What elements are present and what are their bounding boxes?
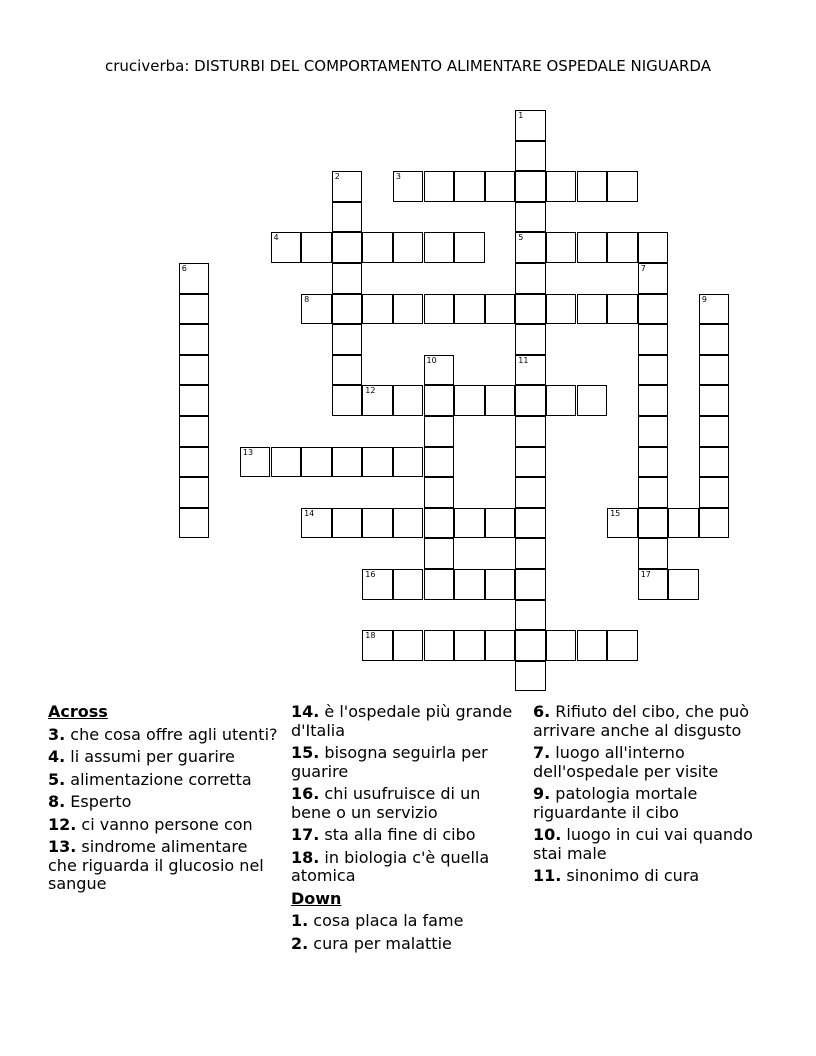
grid-cell[interactable] bbox=[332, 294, 363, 325]
grid-cell[interactable] bbox=[607, 232, 638, 263]
grid-cell[interactable] bbox=[424, 569, 455, 600]
grid-cell[interactable] bbox=[546, 232, 577, 263]
grid-cell[interactable] bbox=[699, 324, 730, 355]
grid-cell[interactable] bbox=[393, 171, 424, 202]
clue-item-text: bisogna seguirla per guarire bbox=[291, 743, 488, 781]
clues-column-3 bbox=[533, 703, 773, 890]
grid-cell[interactable] bbox=[362, 385, 393, 416]
grid-cell[interactable] bbox=[393, 508, 424, 539]
clues-column-1 bbox=[48, 703, 280, 898]
clue-item-number: 9. bbox=[533, 784, 551, 803]
clue-item-number: 6. bbox=[533, 702, 551, 721]
grid-cell[interactable] bbox=[332, 171, 363, 202]
clue-item bbox=[291, 703, 523, 740]
clue-item-number: 3. bbox=[48, 724, 66, 744]
grid-cell[interactable] bbox=[485, 508, 516, 539]
clue-item-number: 7. bbox=[533, 743, 551, 762]
clue-item-number: 4. bbox=[48, 747, 66, 766]
grid-cell[interactable] bbox=[546, 630, 577, 661]
grid-cell[interactable] bbox=[577, 232, 608, 263]
clue-item bbox=[48, 726, 280, 745]
grid-cell[interactable] bbox=[332, 263, 363, 294]
grid-cell[interactable] bbox=[271, 232, 302, 263]
grid-cell[interactable] bbox=[454, 385, 485, 416]
clue-item-text: Rifiuto del cibo, che può arrivare anche al disgusto bbox=[533, 702, 750, 740]
grid-cell[interactable] bbox=[515, 385, 546, 416]
grid-cell[interactable] bbox=[546, 171, 577, 202]
grid-cell[interactable] bbox=[424, 477, 455, 508]
clue-item-number: 18. bbox=[291, 847, 320, 867]
grid-cell[interactable] bbox=[515, 171, 546, 202]
clue-item bbox=[291, 744, 523, 781]
grid-cell[interactable] bbox=[668, 569, 699, 600]
clue-number: 2 bbox=[334, 172, 340, 182]
grid-cell[interactable] bbox=[332, 324, 363, 355]
clue-item-text: è l'ospedale più grande d'Italia bbox=[291, 702, 513, 740]
grid-cell[interactable] bbox=[179, 263, 210, 294]
clue-item bbox=[291, 826, 523, 845]
grid-cell[interactable] bbox=[393, 385, 424, 416]
grid-cell[interactable] bbox=[638, 569, 669, 600]
clue-item bbox=[48, 771, 280, 790]
grid-cell[interactable] bbox=[638, 232, 669, 263]
grid-cell[interactable] bbox=[424, 630, 455, 661]
grid-cell[interactable] bbox=[424, 385, 455, 416]
grid-cell[interactable] bbox=[179, 477, 210, 508]
down-heading: Down bbox=[291, 888, 342, 908]
clue-item-text: che cosa offre agli utenti? bbox=[65, 724, 278, 744]
page-title: cruciverba: DISTURBI DEL COMPORTAMENTO ALIMENTARE OSPEDALE NIGUARDA bbox=[105, 57, 711, 75]
clue-number: 13 bbox=[242, 447, 254, 457]
grid-cell[interactable] bbox=[515, 263, 546, 294]
clue-number: 3 bbox=[395, 172, 401, 182]
clue-number: 16 bbox=[365, 570, 376, 579]
clue-item-text: luogo in cui vai quando stai male bbox=[533, 825, 753, 863]
clue-number: 1 bbox=[518, 111, 524, 120]
grid-cell[interactable] bbox=[362, 447, 393, 478]
clue-item bbox=[291, 935, 523, 954]
grid-cell[interactable] bbox=[699, 477, 730, 508]
clue-number: 14 bbox=[304, 508, 315, 518]
clue-item-text: ci vanno persone con bbox=[76, 814, 253, 834]
clue-item-number: 10. bbox=[533, 825, 562, 844]
grid-cell[interactable] bbox=[424, 232, 455, 263]
grid-cell[interactable] bbox=[362, 232, 393, 263]
across-heading: Across bbox=[48, 702, 108, 721]
grid-cell[interactable] bbox=[577, 630, 608, 661]
clue-item-text: luogo all'interno dell'ospedale per visite bbox=[533, 743, 719, 781]
clue-item-number: 1. bbox=[291, 911, 309, 930]
clue-item-number: 16. bbox=[291, 784, 320, 803]
clue-item bbox=[48, 748, 280, 767]
grid-cell[interactable] bbox=[393, 232, 424, 263]
clue-item-text: cura per malattie bbox=[308, 933, 452, 953]
grid-cell[interactable] bbox=[240, 447, 271, 478]
grid-cell[interactable] bbox=[638, 355, 669, 386]
clue-item-number: 17. bbox=[291, 825, 320, 844]
clue-item-text: sindrome alimentare che riguarda il glucosio nel sangue bbox=[48, 837, 264, 893]
clue-item-text: sta alla fine di cibo bbox=[319, 825, 476, 844]
grid-cell[interactable] bbox=[179, 355, 210, 386]
grid-cell[interactable] bbox=[607, 294, 638, 325]
grid-cell[interactable] bbox=[699, 355, 730, 386]
clue-number: 15 bbox=[610, 508, 621, 518]
grid-cell[interactable] bbox=[515, 141, 546, 172]
clue-item bbox=[533, 703, 773, 740]
grid-cell[interactable] bbox=[577, 171, 608, 202]
grid-cell[interactable] bbox=[301, 447, 332, 478]
clue-item-text: in biologia c'è quella atomica bbox=[291, 847, 490, 885]
grid-cell[interactable] bbox=[546, 294, 577, 325]
clue-item-text: patologia mortale riguardante il cibo bbox=[533, 784, 698, 822]
grid-cell[interactable] bbox=[638, 447, 669, 478]
clue-item-text: Esperto bbox=[65, 792, 132, 811]
grid-cell[interactable] bbox=[362, 508, 393, 539]
grid-cell[interactable] bbox=[393, 447, 424, 478]
clue-item bbox=[533, 826, 773, 863]
clue-number: 12 bbox=[365, 386, 376, 396]
grid-cell[interactable] bbox=[454, 630, 485, 661]
clue-item-text: sinonimo di cura bbox=[561, 866, 700, 885]
grid-cell[interactable] bbox=[301, 508, 332, 539]
grid-cell[interactable] bbox=[179, 447, 210, 478]
grid-cell[interactable] bbox=[515, 202, 546, 233]
clue-number: 8 bbox=[304, 294, 310, 304]
clue-item-number: 5. bbox=[48, 769, 66, 789]
clue-item-number: 12. bbox=[48, 814, 77, 834]
grid-cell[interactable] bbox=[638, 538, 669, 569]
grid-cell[interactable] bbox=[424, 294, 455, 325]
clue-item-text: alimentazione corretta bbox=[65, 769, 252, 789]
grid-cell[interactable] bbox=[515, 569, 546, 600]
clue-item-number: 8. bbox=[48, 792, 66, 811]
grid-cell[interactable] bbox=[515, 110, 546, 141]
clue-item bbox=[291, 912, 523, 931]
clue-number: 5 bbox=[518, 233, 524, 243]
grid-cell[interactable] bbox=[332, 355, 363, 386]
grid-cell[interactable] bbox=[454, 171, 485, 202]
grid-cell[interactable] bbox=[393, 294, 424, 325]
clue-item-text: cosa placa la fame bbox=[308, 911, 464, 930]
grid-cell[interactable] bbox=[362, 630, 393, 661]
grid-cell[interactable] bbox=[332, 447, 363, 478]
grid-cell[interactable] bbox=[424, 538, 455, 569]
grid-cell[interactable] bbox=[332, 202, 363, 233]
clue-item bbox=[48, 816, 280, 835]
clue-item bbox=[291, 785, 523, 822]
grid-cell[interactable] bbox=[362, 569, 393, 600]
grid-cell[interactable] bbox=[454, 294, 485, 325]
grid-cell[interactable] bbox=[362, 294, 393, 325]
grid-cell[interactable] bbox=[699, 508, 730, 539]
grid-cell[interactable] bbox=[454, 569, 485, 600]
grid-cell[interactable] bbox=[577, 294, 608, 325]
clue-number: 10 bbox=[426, 355, 437, 365]
grid-cell[interactable] bbox=[424, 355, 455, 386]
grid-cell[interactable] bbox=[332, 508, 363, 539]
grid-cell[interactable] bbox=[424, 508, 455, 539]
grid-cell[interactable] bbox=[515, 538, 546, 569]
grid-cell[interactable] bbox=[179, 324, 210, 355]
grid-cell[interactable] bbox=[515, 416, 546, 447]
grid-cell[interactable] bbox=[424, 416, 455, 447]
clue-number: 17 bbox=[640, 570, 651, 579]
grid-cell[interactable] bbox=[179, 508, 210, 539]
grid-cell[interactable] bbox=[179, 385, 210, 416]
clue-item-number: 13. bbox=[48, 837, 77, 856]
clue-number: 7 bbox=[640, 264, 646, 273]
grid-cell[interactable] bbox=[271, 447, 302, 478]
grid-cell[interactable] bbox=[515, 324, 546, 355]
grid-cell[interactable] bbox=[515, 477, 546, 508]
grid-cell[interactable] bbox=[546, 385, 577, 416]
grid-cell[interactable] bbox=[515, 355, 546, 386]
grid-cell[interactable] bbox=[515, 294, 546, 325]
grid-cell[interactable] bbox=[424, 171, 455, 202]
grid-cell[interactable] bbox=[638, 324, 669, 355]
grid-cell[interactable] bbox=[179, 294, 210, 325]
grid-cell[interactable] bbox=[607, 508, 638, 539]
grid-cell[interactable] bbox=[607, 630, 638, 661]
grid-cell[interactable] bbox=[332, 232, 363, 263]
clue-number: 6 bbox=[181, 264, 187, 273]
grid-cell[interactable] bbox=[638, 385, 669, 416]
clue-number: 18 bbox=[365, 631, 376, 641]
grid-cell[interactable] bbox=[485, 385, 516, 416]
grid-cell[interactable] bbox=[638, 508, 669, 539]
grid-cell[interactable] bbox=[607, 171, 638, 202]
grid-cell[interactable] bbox=[515, 508, 546, 539]
grid-cell[interactable] bbox=[179, 416, 210, 447]
grid-cell[interactable] bbox=[515, 630, 546, 661]
grid-cell[interactable] bbox=[485, 171, 516, 202]
clue-number: 9 bbox=[701, 294, 707, 304]
clue-item bbox=[291, 849, 523, 886]
clue-number: 11 bbox=[518, 355, 529, 365]
grid-cell[interactable] bbox=[638, 294, 669, 325]
grid-cell[interactable] bbox=[668, 508, 699, 539]
clues-column-2 bbox=[291, 703, 523, 957]
clue-item-number: 11. bbox=[533, 866, 562, 885]
grid-cell[interactable] bbox=[301, 294, 332, 325]
grid-cell[interactable] bbox=[454, 508, 485, 539]
grid-cell[interactable] bbox=[638, 263, 669, 294]
grid-cell[interactable] bbox=[699, 416, 730, 447]
clue-item-number: 15. bbox=[291, 743, 320, 762]
clue-item-number: 14. bbox=[291, 702, 320, 721]
grid-cell[interactable] bbox=[515, 600, 546, 631]
clue-number: 4 bbox=[273, 233, 279, 243]
clue-item bbox=[533, 785, 773, 822]
clue-item bbox=[533, 744, 773, 781]
clue-item bbox=[48, 793, 280, 812]
clue-item-text: chi usufruisce di un bene o un servizio bbox=[291, 784, 481, 822]
grid-cell[interactable] bbox=[699, 447, 730, 478]
grid-cell[interactable] bbox=[393, 630, 424, 661]
grid-cell[interactable] bbox=[699, 385, 730, 416]
clue-item-number: 2. bbox=[291, 933, 309, 953]
grid-cell[interactable] bbox=[485, 630, 516, 661]
clue-item-text: li assumi per guarire bbox=[65, 747, 235, 766]
grid-cell[interactable] bbox=[485, 569, 516, 600]
grid-cell[interactable] bbox=[393, 569, 424, 600]
grid-cell[interactable] bbox=[424, 447, 455, 478]
grid-cell[interactable] bbox=[699, 294, 730, 325]
grid-cell[interactable] bbox=[515, 232, 546, 263]
grid-cell[interactable] bbox=[515, 661, 546, 692]
clue-item bbox=[533, 867, 773, 886]
grid-cell[interactable] bbox=[485, 294, 516, 325]
grid-cell[interactable] bbox=[332, 385, 363, 416]
grid-cell[interactable] bbox=[515, 447, 546, 478]
grid-cell[interactable] bbox=[301, 232, 332, 263]
grid-cell[interactable] bbox=[577, 385, 608, 416]
grid-cell[interactable] bbox=[638, 477, 669, 508]
grid-cell[interactable] bbox=[638, 416, 669, 447]
clue-item bbox=[48, 838, 280, 894]
grid-cell[interactable] bbox=[454, 232, 485, 263]
